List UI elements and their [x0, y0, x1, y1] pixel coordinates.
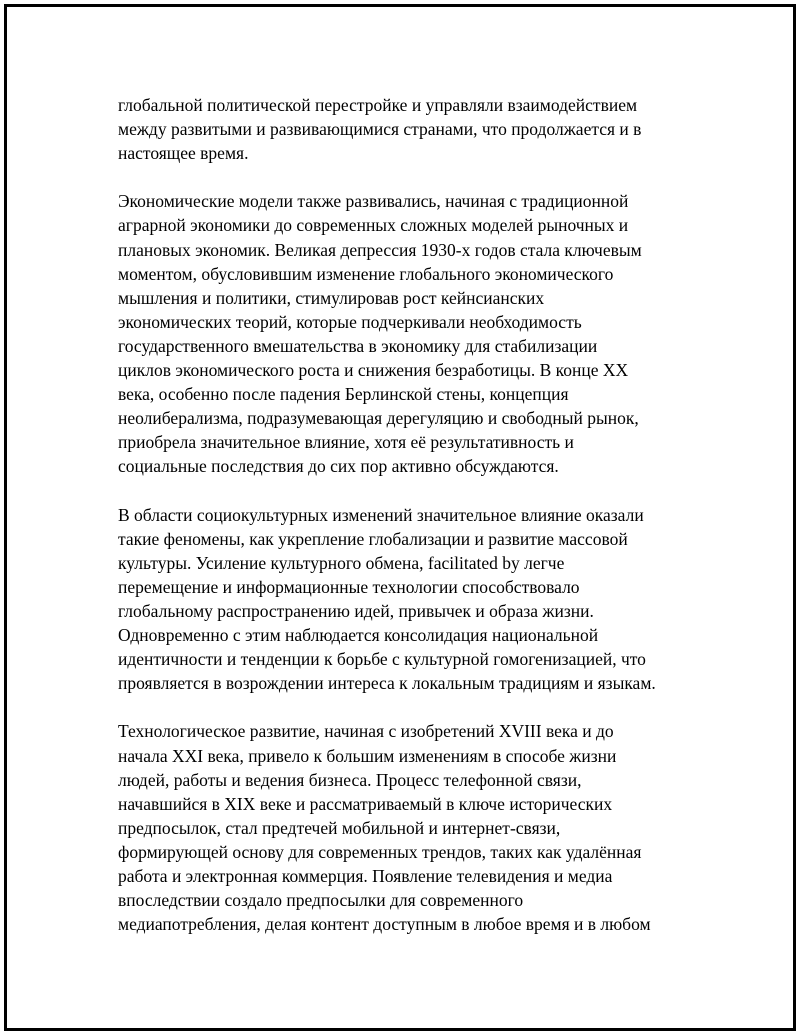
paragraph-3: В области социокультурных изменений значительное влияние оказали такие феномены, как укрепление глобализации и развитие массовой культуры. Усиление культурного обмена, facilitated by легче перемещение и информационные технологии способствовало глобальному распространению идей, привычек и образа жизни. Одновременно с этим наблюдается консолидация национальной идентичности и тенденции к борьбе с культурной гомогенизацией, что проявляется в возрождении интереса к локальным традициям и языкам.	[118, 504, 656, 694]
paragraph-2: Экономические модели также развивались, начиная с традиционной аграрной экономики до современных сложных моделей рыночных и плановых экономик. Великая депрессия 1930-х годов стала ключевым моментом, обусловившим изменение глобального экономического мышления и политики, стимулировав рост кейнсианских экономических теорий, которые подчеркивали необходимость государственного вмешательства в экономику для стабилизации циклов экономического роста и снижения безработицы. В конце XX века, особенно после падения Берлинской стены, концепция неолиберализма, подразумевающая дерегуляцию и свободный рынок, приобрела значительное влияние, хотя её результативность и социальные последствия до сих пор активно обсуждаются.	[118, 191, 642, 477]
paragraph-4: Технологическое развитие, начиная с изобретений XVIII века и до начала XXI века, привело к большим изменениям в способе жизни людей, работы и ведения бизнеса. Процесс телефонной связи, начавшийся в XIX веке и рассматриваемый в ключе исторических предпосылок, стал предтечей мобильной и интернет-связи, формирующей основу для современных трендов, таких как удалённая работа и электронная коммерция. Появление телевидения и медиа впоследствии создало предпосылки для современного медиапотребления, делая контент доступным в любое время и в любом	[118, 721, 651, 935]
document-body	[118, 93, 693, 960]
paragraph-1: глобальной политической перестройке и управляли взаимодействием между развитыми и развивающимися странами, что продолжается и в настоящее время.	[118, 95, 642, 164]
